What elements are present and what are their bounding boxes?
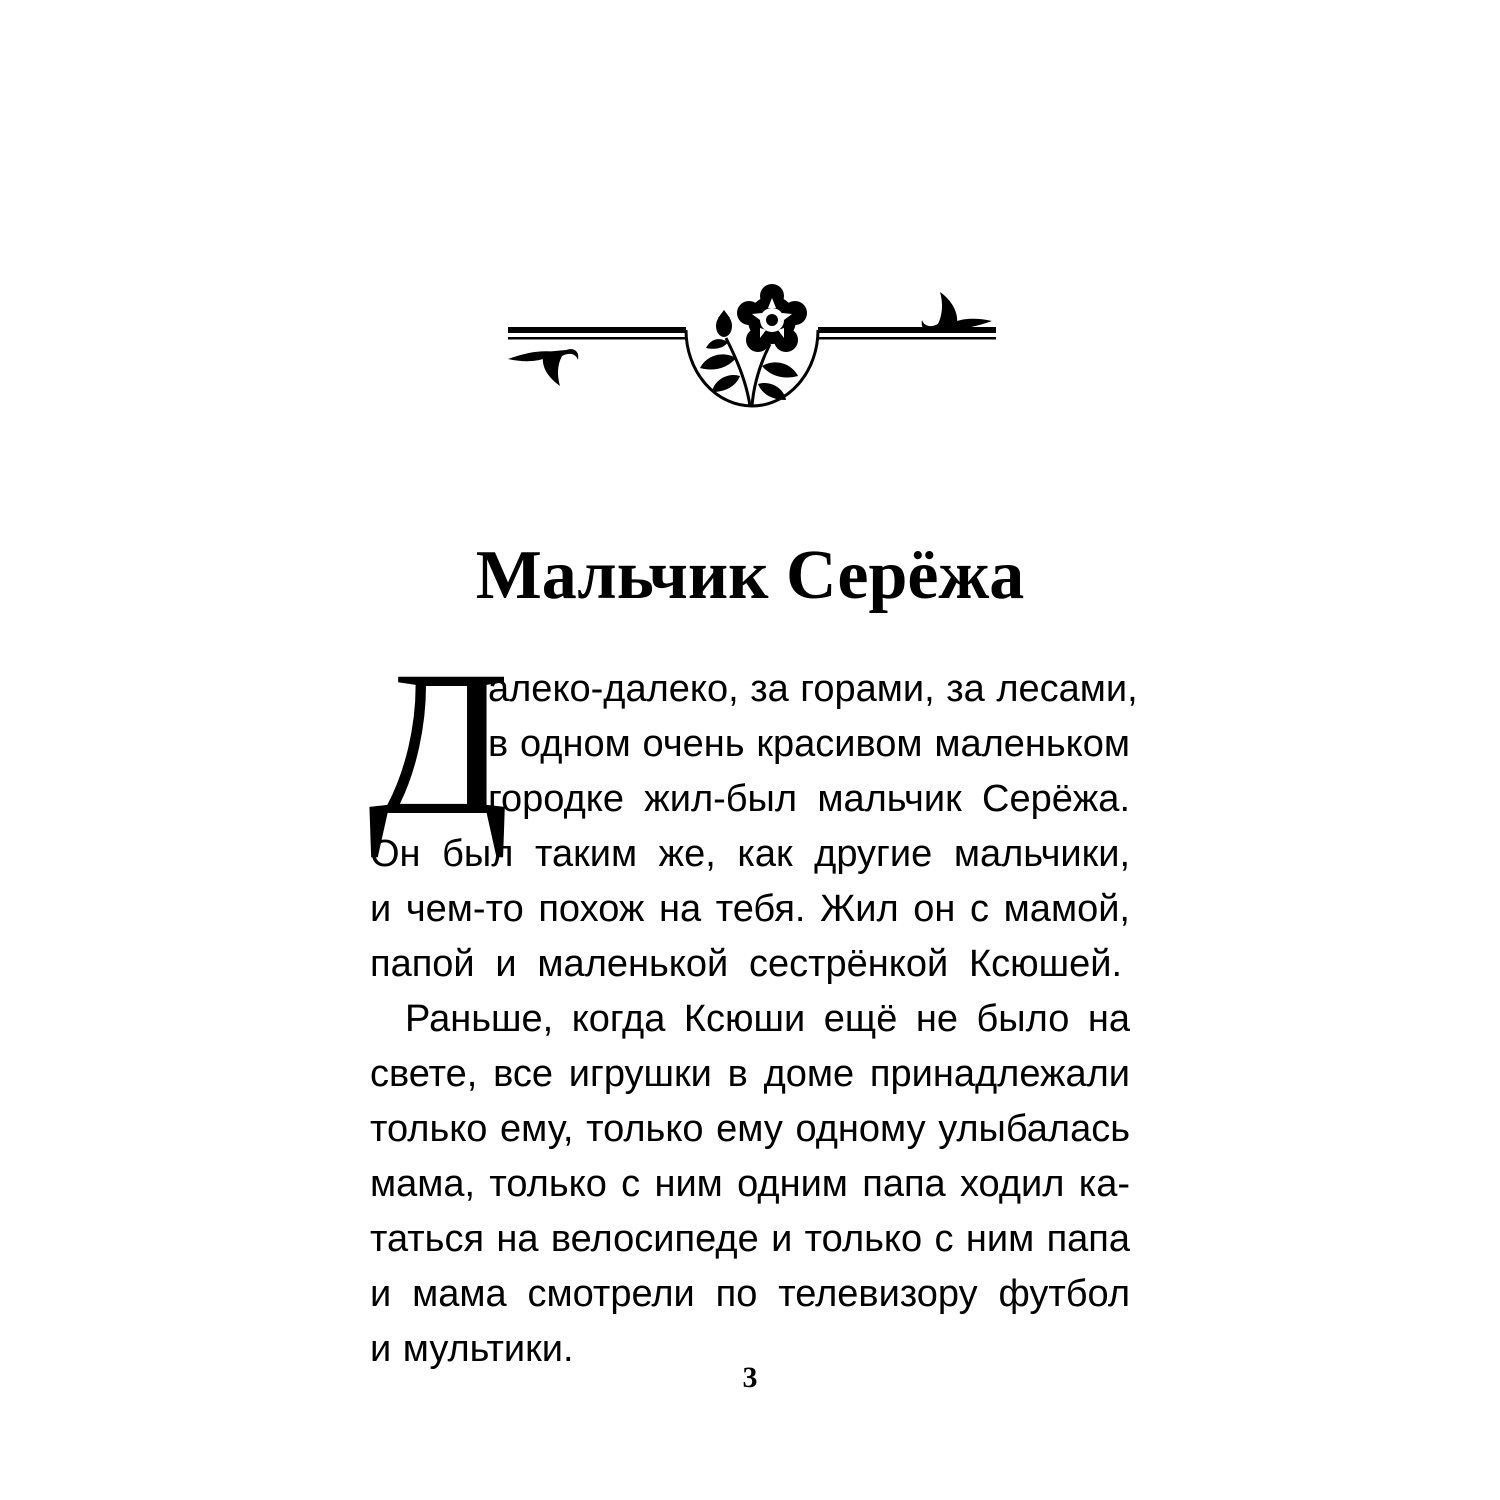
text-line: мама, только с ним одним папа ходил ка- (370, 1163, 1130, 1205)
text-line: алеко-далеко, за горами, за лесами, (488, 668, 1138, 710)
text-line: папой и маленькой сестрёнкой Ксюшей. (370, 943, 1122, 985)
chapter-title: Мальчик Серёжа (475, 537, 1025, 614)
floral-divider-icon (500, 280, 1000, 415)
text-line: и мультики. (370, 1328, 574, 1370)
text-line: Он был таким же, как другие мальчики, (370, 833, 1130, 875)
text-line: свете, все игрушки в доме принадлежали (370, 1053, 1130, 1095)
text-line: в одном очень красивом маленьком (488, 723, 1130, 765)
text-line: и мама смотрели по телевизору футбол (370, 1273, 1130, 1315)
text-line: Раньше, когда Ксюши ещё не было на (405, 998, 1130, 1040)
text-line: только ему, только ему одному улыбалась (370, 1108, 1130, 1150)
text-line: и чем-то похож на тебя. Жил он с мамой, (370, 888, 1130, 930)
text-line: таться на велосипеде и только с ним папа (370, 1218, 1130, 1260)
drop-cap: Д (368, 628, 510, 858)
text-line: городке жил-был мальчик Серёжа. (488, 778, 1130, 820)
page-number: 3 (742, 1361, 758, 1394)
